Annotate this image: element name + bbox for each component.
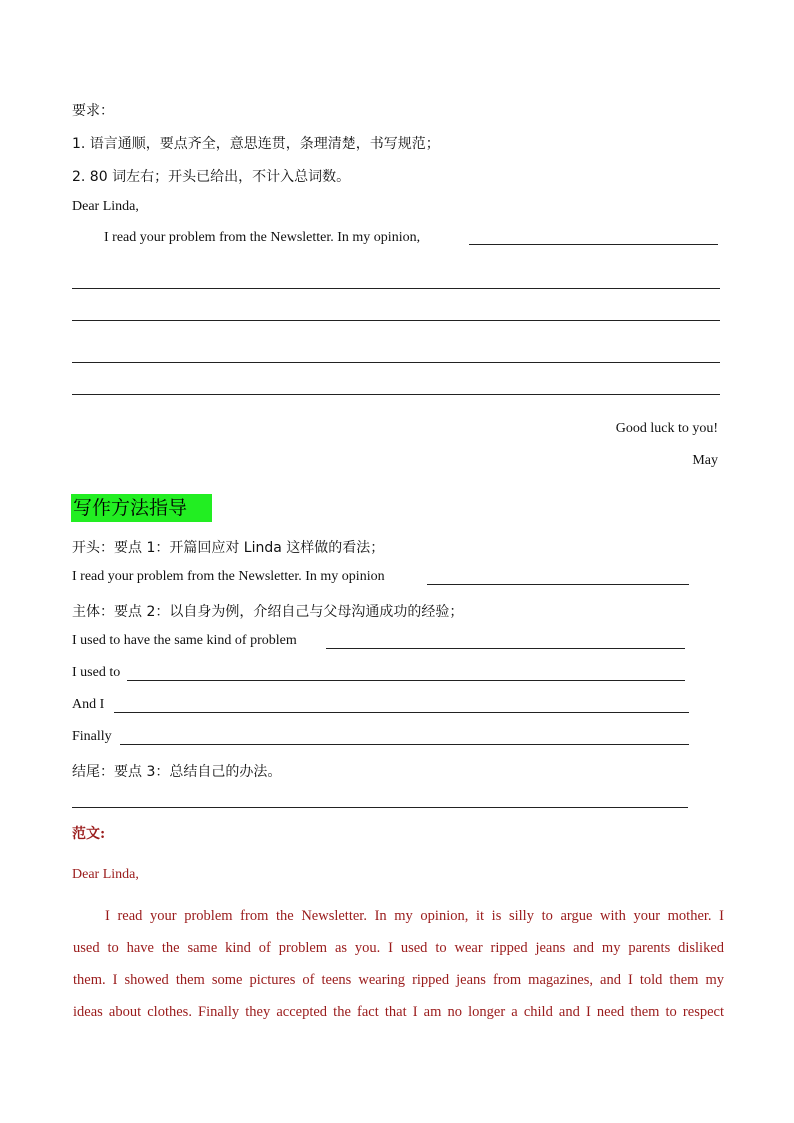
- answer-line: [469, 244, 718, 245]
- letter-opening: I read your problem from the Newsletter. In my opinion,: [104, 230, 421, 245]
- sample-line-4: ideas about clothes. Finally they accepted the fact that I am no longer a child and I need them to respect: [73, 1004, 724, 1020]
- guide-body-line-1: I used to have the same kind of problem: [72, 633, 297, 648]
- letter-greeting: Dear Linda,: [72, 199, 139, 214]
- requirements-title: 要求：: [72, 103, 114, 119]
- answer-line: [72, 394, 720, 395]
- answer-line: [72, 320, 720, 321]
- guide-heading: 写作方法指导: [71, 494, 212, 522]
- answer-line: [72, 807, 688, 808]
- answer-line: [120, 744, 689, 745]
- letter-closing: Good luck to you!: [615, 421, 718, 436]
- sample-line-3: them. I showed them some pictures of teens wearing ripped jeans from magazines, and I told them my: [73, 972, 724, 988]
- guide-body-line-4: Finally: [72, 729, 112, 744]
- answer-line: [114, 712, 689, 713]
- requirement-item-1: 1. 语言通顺，要点齐全，意思连贯，条理清楚，书写规范；: [72, 136, 440, 152]
- letter-signature: May: [692, 453, 718, 468]
- guide-body-line-3: And I: [72, 697, 105, 712]
- sample-line-1: I read your problem from the Newsletter. In my opinion, it is silly to argue with your mother. I: [105, 908, 724, 924]
- answer-line: [72, 288, 720, 289]
- answer-line: [427, 584, 689, 585]
- answer-line: [326, 648, 685, 649]
- guide-body-line-2: I used to: [72, 665, 121, 680]
- sample-line-2: used to have the same kind of problem as you. I used to wear ripped jeans and my parents disliked: [73, 940, 724, 956]
- guide-body-label: 主体：要点 2：以自身为例，介绍自己与父母沟通成功的经验；: [72, 604, 464, 620]
- sample-title: 范文:: [72, 826, 106, 842]
- guide-start-label: 开头：要点 1：开篇回应对 Linda 这样做的看法；: [72, 540, 385, 556]
- answer-line: [127, 680, 685, 681]
- requirement-item-2: 2. 80 词左右；开头已给出，不计入总词数。: [72, 169, 351, 185]
- answer-line: [72, 362, 720, 363]
- guide-end-label: 结尾：要点 3：总结自己的办法。: [72, 764, 282, 780]
- guide-start-sentence: I read your problem from the Newsletter. In my opinion: [72, 569, 385, 584]
- sample-greeting: Dear Linda,: [72, 867, 139, 882]
